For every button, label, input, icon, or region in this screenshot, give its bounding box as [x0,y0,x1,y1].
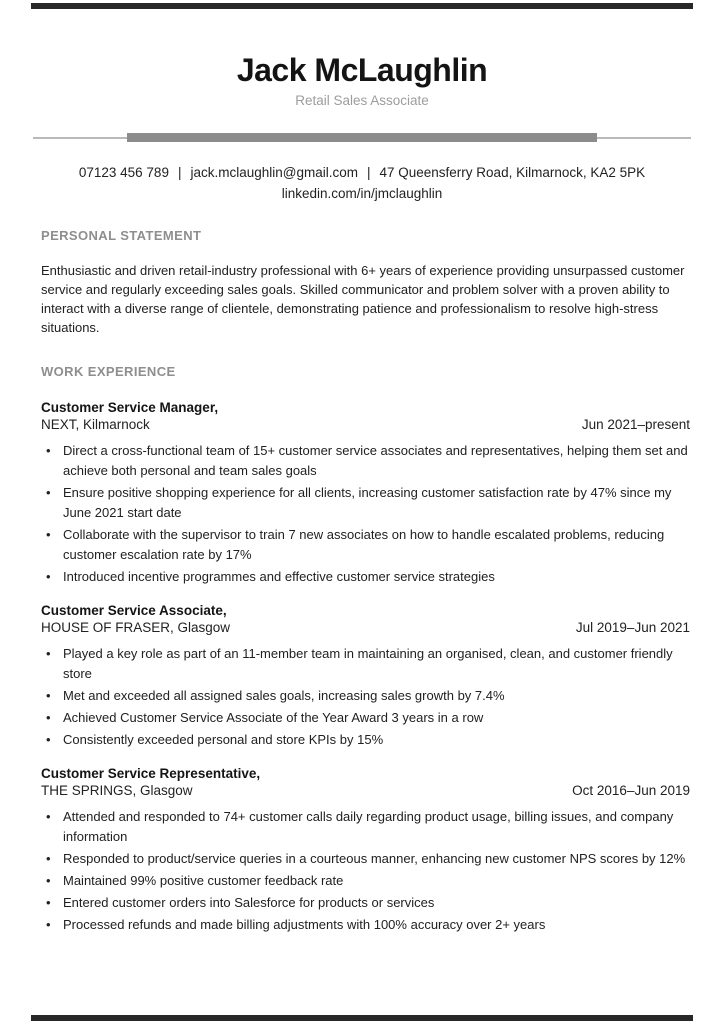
contact-block [0,162,724,204]
page-top-border [31,3,693,9]
page-bottom-border [31,1015,693,1021]
candidate-job-title: Retail Sales Associate [295,93,429,108]
bullet-item: • Met and exceeded all assigned sales goals, increasing sales growth by 7.4% [41,686,690,706]
bullet-item: • Direct a cross-functional team of 15+ customer service associates and representatives, helping them set and achieve both personal and team sales goals [41,441,690,481]
divider-thick-bar [127,133,597,142]
job-dates: Oct 2016–Jun 2019 [572,783,690,798]
job-employer: THE SPRINGS, Glasgow [41,783,193,798]
candidate-name: Jack McLaughlin [236,52,488,88]
resume-header [0,0,724,109]
contact-email: jack.mclaughlin@gmail.com [190,165,358,180]
job-entry-customer-service-representative [41,766,690,935]
job-entry-customer-service-associate [41,603,690,750]
job-employer: NEXT, Kilmarnock [41,417,150,432]
bullet-item: • Maintained 99% positive customer feedback rate [41,871,690,891]
job-meta-row [41,620,690,636]
bullet-item: • Processed refunds and made billing adjustments with 100% accuracy over 2+ years [41,915,690,935]
job-bullet-list [41,441,690,587]
job-dates: Jul 2019–Jun 2021 [575,620,690,635]
job-meta-row [41,783,690,799]
job-bullet-list [41,644,690,750]
bullet-item: • Played a key role as part of an 11-member team in maintaining an organised, clean, and customer friendly store [41,644,690,684]
job-title: Customer Service Representative, [41,766,261,781]
job-employer: HOUSE OF FRASER, Glasgow [41,620,231,635]
job-dates: Jun 2021–present [581,417,690,432]
bullet-item: • Collaborate with the supervisor to train 7 new associates on how to handle escalated problems, reducing customer escalation rate by 17% [41,525,690,565]
personal-statement-text: Enthusiastic and driven retail-industry professional with 6+ years of experience providing unsurpassed customer service and regularly exceeding sales goals. Skilled communicator and problem solver with a proven ability to interact with a diverse range of clientele, demonstrating patience and professionalism to resolve high-stress situations. [41,263,685,335]
bullet-item: • Attended and responded to 74+ customer calls daily regarding product usage, billing issues, and company information [41,807,690,847]
contact-linkedin: linkedin.com/in/jmclaughlin [281,186,443,201]
job-entry-customer-service-manager [41,400,690,587]
job-title: Customer Service Manager, [41,400,219,415]
contact-address: 47 Queensferry Road, Kilmarnock, KA2 5PK [379,165,646,180]
bullet-item: • Entered customer orders into Salesforce for products or services [41,893,690,913]
separator-pipe: | [177,165,182,180]
bullet-item: • Ensure positive shopping experience for all clients, increasing customer satisfaction rate by 47% since my June 2021 start date [41,483,690,523]
job-title: Customer Service Associate, [41,603,227,618]
contact-line-2 [0,183,724,204]
section-heading-personal-statement: PERSONAL STATEMENT [41,228,202,243]
job-meta-row [41,417,690,433]
bullet-item: • Achieved Customer Service Associate of the Year Award 3 years in a row [41,708,690,728]
job-bullet-list [41,807,690,935]
bullet-item: • Consistently exceeded personal and store KPIs by 15% [41,730,690,750]
section-heading-work-experience: WORK EXPERIENCE [41,364,176,379]
header-divider [33,133,691,142]
bullet-item: • Introduced incentive programmes and effective customer service strategies [41,567,690,587]
separator-pipe: | [366,165,371,180]
contact-phone: 07123 456 789 [78,165,169,180]
bullet-item: • Responded to product/service queries in a courteous manner, enhancing new customer NPS scores by 12% [41,849,690,869]
contact-line-1 [0,162,724,183]
